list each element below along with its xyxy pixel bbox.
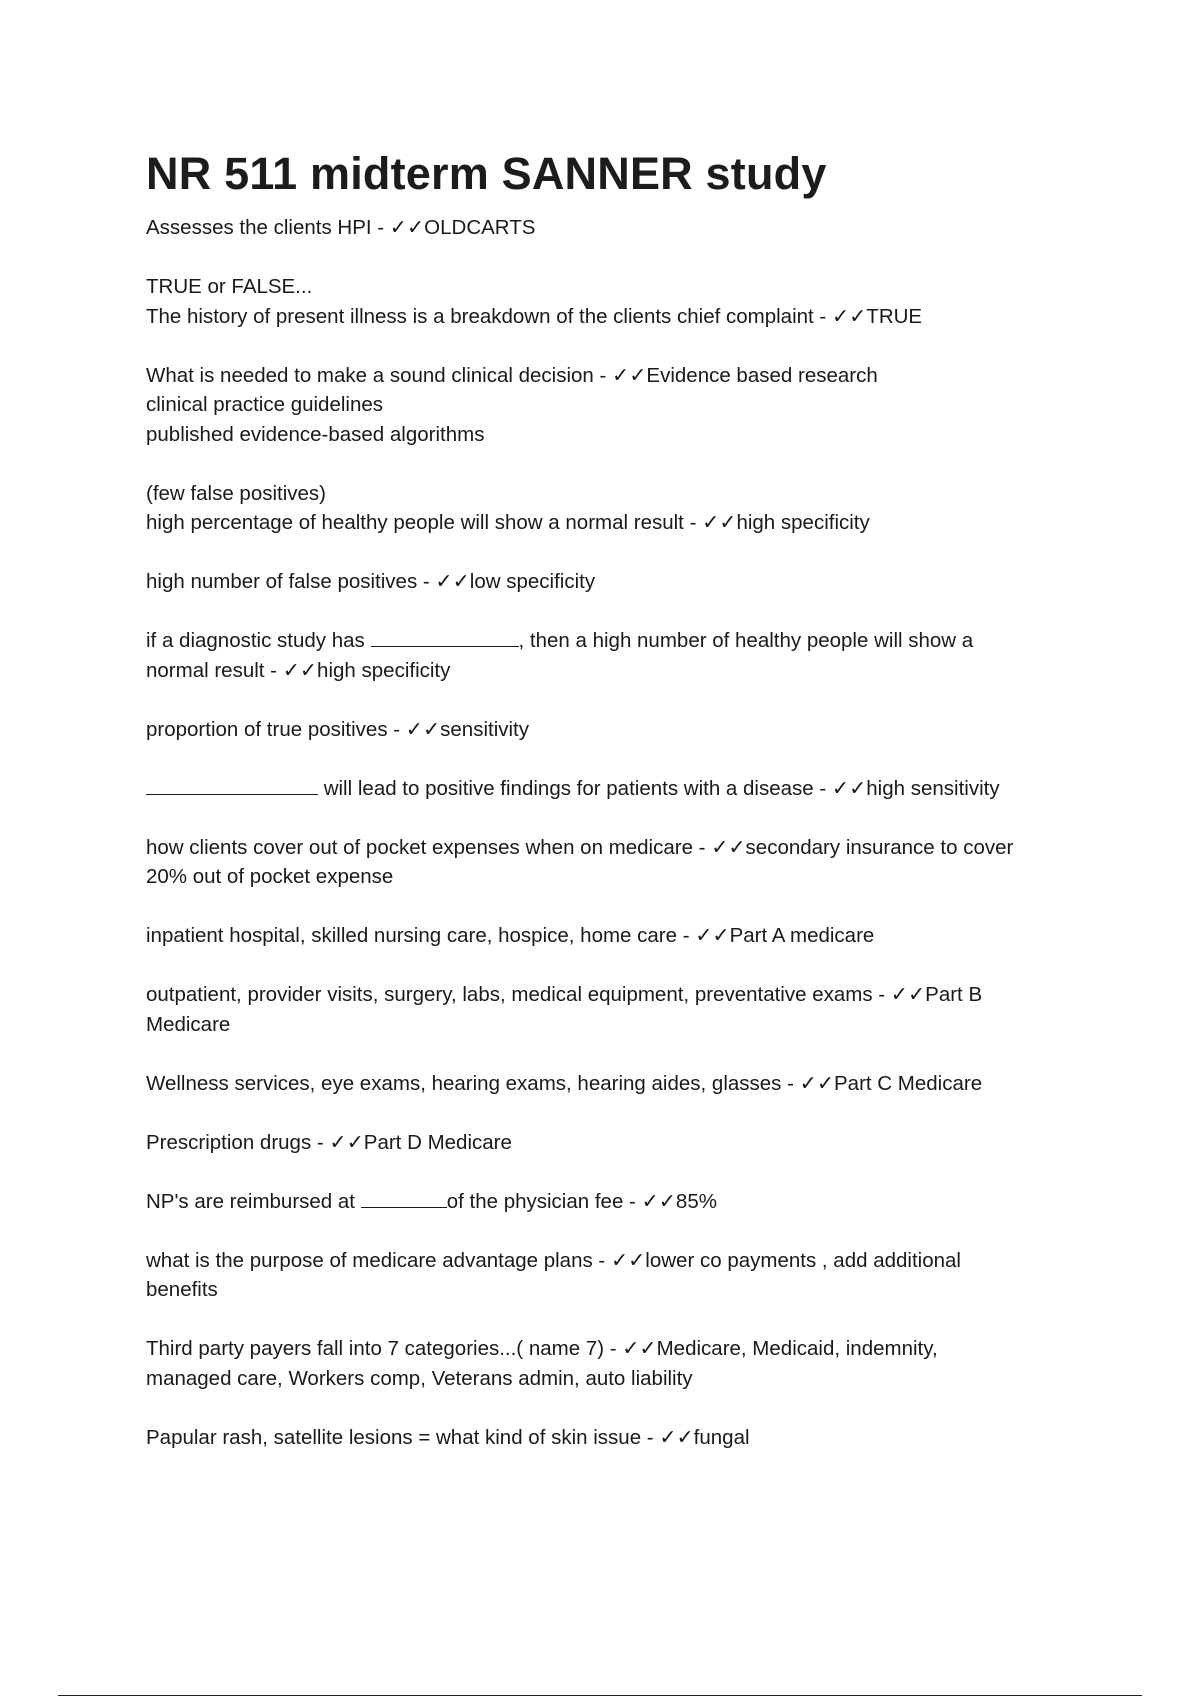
qa-item-sensitivity [146,774,1106,804]
page-bottom-rule [58,1695,1142,1696]
qa-text-after-blank: of the physician fee - ✓✓85% [446,1189,717,1213]
fill-in-blank [371,629,519,647]
qa-item-advantage-plans: what is the purpose of medicare advantage plans - ✓✓lower co payments , add additional benefits [146,1248,961,1301]
qa-item-part-a: inpatient hospital, skilled nursing care, hospice, home care - ✓✓Part A medicare [146,924,875,947]
qa-text-after-blank: , then a high number of healthy people will show a normal result - ✓✓high specificity [146,629,974,682]
qa-item-false-positives: high number of false positives - ✓✓low specificity [146,570,596,593]
qa-item-clinical-decision: What is needed to make a sound clinical decision - ✓✓Evidence based research clinical practice guidelines published evidence-based algorithms [146,363,878,446]
qa-item-diagnostic-study [146,626,1106,685]
qa-item-third-party-payers: Third party payers fall into 7 categories...( name 7) - ✓✓Medicare, Medicaid, indemnity, managed care, Workers comp, Veterans admin, auto liability [146,1337,938,1390]
qa-item-true-positives: proportion of true positives - ✓✓sensitivity [146,717,530,741]
page-title: NR 511 midterm SANNER study [146,148,827,199]
document-page [146,148,1106,1482]
qa-item-part-c: Wellness services, eye exams, hearing exams, hearing aides, glasses - ✓✓Part C Medicare [146,1071,983,1095]
qa-item-part-b: outpatient, provider visits, surgery, labs, medical equipment, preventative exams - ✓✓Part B Medicare [146,983,983,1036]
qa-item-few-false-positives: (few false positives) high percentage of healthy people will show a normal result - ✓✓high specificity [146,481,870,534]
qa-item-medicare-expenses: how clients cover out of pocket expenses when on medicare - ✓✓secondary insurance to cover 20% out of pocket expense [146,835,1014,888]
fill-in-blank [361,1190,447,1208]
qa-item-true-false: TRUE or FALSE... The history of present illness is a breakdown of the clients chief complaint - ✓✓TRUE [146,275,923,328]
qa-text-before-blank: if a diagnostic study has [146,629,371,652]
qa-text-after-blank: will lead to positive findings for patients with a disease - ✓✓high sensitivity [318,776,1000,800]
qa-text-before-blank: NP's are reimbursed at [146,1189,361,1213]
qa-item-part-d: Prescription drugs - ✓✓Part D Medicare [146,1130,512,1154]
fill-in-blank [146,777,318,795]
qa-item-hpi: Assesses the clients HPI - ✓✓OLDCARTS [146,216,536,239]
qa-list [146,213,1106,1452]
qa-item-skin-issue: Papular rash, satellite lesions = what kind of skin issue - ✓✓fungal [146,1425,750,1449]
qa-item-np-reimbursement [146,1187,1106,1217]
